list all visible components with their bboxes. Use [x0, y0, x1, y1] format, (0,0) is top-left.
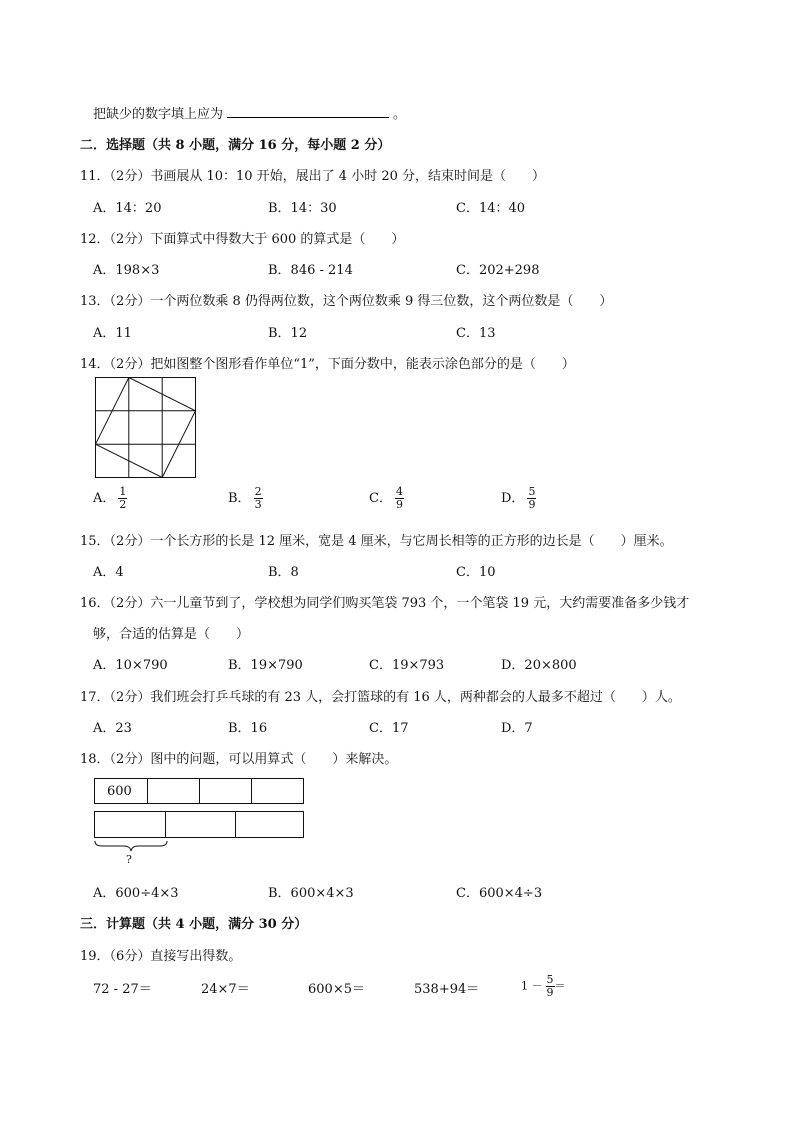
q18-bottom-bar [94, 811, 304, 838]
q16-stem-continued: 够，合适的估算是（ ） [93, 627, 250, 642]
fill-in-text: 把缺少的数字填上应为 [93, 107, 224, 122]
fraction: $\frac{1}{2}$ [119, 485, 127, 511]
q13-stem: 13．（2分）一个两位数乘 8 仍得两位数，这个两位数乘 9 得三位数，这个两位数是（ ） [80, 294, 613, 309]
q15-option-b[interactable]: B．8 [268, 565, 299, 580]
fraction: $\frac{5}{9}$ [528, 485, 536, 511]
q18-stem: 18．（2分）图中的问题，可以用算式（ ）来解决。 [80, 752, 398, 767]
q18-top-label: 600 [107, 784, 132, 799]
q11-option-a[interactable]: A．14：20 [93, 201, 162, 216]
q14-stem: 14．（2分）把如图整个图形看作单位“1”，下面分数中，能表示涂色部分的是（ ） [80, 357, 575, 372]
q16-option-c[interactable]: C．19×793 [369, 658, 445, 673]
q14-option-c[interactable]: C． $\frac{4}{9}$ [369, 485, 403, 511]
q17-stem: 17．（2分）我们班会打乒乓球的有 23 人，会打篮球的有 16 人，两种都会的人最多不超过（ ）人。 [80, 690, 681, 705]
q18-option-a[interactable]: A．600÷4×3 [93, 886, 179, 901]
q17-option-d[interactable]: D．7 [501, 721, 533, 736]
fraction: $\frac{2}{3}$ [254, 485, 262, 511]
q15-stem: 15．（2分）一个长方形的长是 12 厘米，宽是 4 厘米，与它周长相等的正方形的边长是（ ）厘米。 [80, 534, 673, 549]
q12-stem: 12．（2分）下面算式中得数大于 600 的算式是（ ） [80, 232, 405, 247]
q15-option-c[interactable]: C．10 [456, 565, 496, 580]
q19-item-1: 72 - 27＝ [93, 982, 152, 997]
answer-blank[interactable] [227, 105, 389, 118]
q15-option-a[interactable]: A．4 [93, 565, 124, 580]
q19-item-4: 538+94＝ [414, 982, 480, 997]
fill-in-tail: 。 [393, 107, 407, 122]
q11-option-b[interactable]: B．14：30 [268, 201, 337, 216]
q16-option-d[interactable]: D．20×800 [501, 658, 577, 673]
q11-option-c[interactable]: C．14：40 [456, 201, 526, 216]
fraction: $\frac{4}{9}$ [395, 485, 403, 511]
q13-option-a[interactable]: A．11 [93, 326, 132, 341]
q14-option-b[interactable]: B． $\frac{2}{3}$ [228, 485, 262, 511]
q11-stem: 11．（2分）书画展从 10：10 开始，展出了 4 小时 20 分，结束时间是（ ） [80, 169, 546, 184]
q12-option-b[interactable]: B．846 - 214 [268, 263, 353, 278]
q12-option-c[interactable]: C．202+298 [456, 263, 540, 278]
q18-option-b[interactable]: B．600×4×3 [268, 886, 354, 901]
q19-item-2: 24×7＝ [201, 982, 250, 997]
q18-brace [94, 840, 168, 852]
q17-option-b[interactable]: B．16 [228, 721, 268, 736]
q12-option-a[interactable]: A．198×3 [93, 263, 160, 278]
q17-option-a[interactable]: A．23 [93, 721, 132, 736]
q19-item-5: 1 － $\frac{5}{9}$ ＝ [521, 973, 566, 999]
q14-option-a[interactable]: A． $\frac{1}{2}$ [93, 485, 127, 511]
q13-option-b[interactable]: B．12 [268, 326, 308, 341]
q18-top-bar [94, 778, 304, 804]
q19-item-3: 600×5＝ [308, 982, 365, 997]
q16-option-b[interactable]: B．19×790 [228, 658, 303, 673]
fraction: $\frac{5}{9}$ [546, 973, 554, 999]
q13-option-c[interactable]: C．13 [456, 326, 496, 341]
q16-stem: 16．（2分）六一儿童节到了，学校想为同学们购买笔袋 793 个，一个笔袋 19 元，大约需要准备多少钱才 [80, 596, 690, 611]
q18-option-c[interactable]: C．600×4÷3 [456, 886, 543, 901]
q14-option-d[interactable]: D． $\frac{5}{9}$ [501, 485, 536, 511]
q16-option-a[interactable]: A．10×790 [93, 658, 168, 673]
section-2-heading: 二．选择题（共 8 小题，满分 16 分，每小题 2 分） [80, 138, 391, 153]
section-3-heading: 三．计算题（共 4 小题，满分 30 分） [80, 917, 308, 932]
q19-stem: 19．（6分）直接写出得数。 [80, 949, 242, 964]
q17-option-c[interactable]: C．17 [369, 721, 409, 736]
q18-question-mark: ? [126, 853, 132, 866]
fill-in-line [93, 103, 406, 122]
q14-grid-figure [95, 377, 196, 478]
